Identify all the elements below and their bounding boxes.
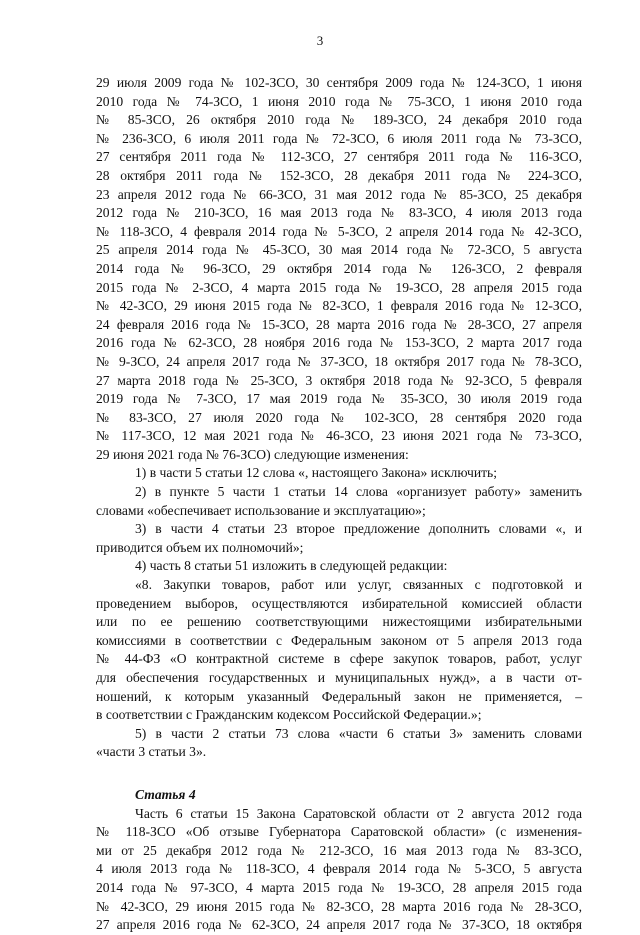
paragraph-amendments-list [96,74,582,464]
text-line: 27 сентября 2011 года № 112-ЗСО, 27 сентября 2011 года № 116-ЗСО, [96,149,582,165]
paragraph-item-5 [96,725,582,762]
text-line: № 9-ЗСО, 24 апреля 2017 года № 37-ЗСО, 18 октября 2017 года № 78-ЗСО, [96,353,582,369]
text-line: 2014 года № 97-ЗСО, 4 марта 2015 года № 19-ЗСО, 28 апреля 2015 года [96,879,582,895]
text-line: «8. Закупки товаров, работ или услуг, связанных с подготовкой и [135,577,582,593]
text-line: 3) в части 4 статьи 23 второе предложение дополнить словами «, и [135,521,582,537]
paragraph-article-4 [96,805,582,935]
text-line: словами «обеспечивает использование и эксплуатацию»; [96,502,426,518]
text-line: или по ее решению соответствующими нижестоящими избирательными [96,614,582,630]
text-line: приводится объем их полномочий»; [96,539,304,555]
text-line: 2) в пункте 5 части 1 статьи 14 слова «организует работу» заменить [135,484,582,500]
text-line: «части 3 статьи 3». [96,744,207,760]
text-line: № 236-ЗСО, 6 июля 2011 года № 72-ЗСО, 6 июля 2011 года № 73-ЗСО, [96,130,582,146]
text-line: № 83-ЗСО, 27 июля 2020 года № 102-ЗСО, 28 сентября 2020 года [96,409,582,425]
paragraph-item-1 [96,464,582,483]
text-line: 29 июня 2021 года № 76-ЗСО) следующие изменения: [96,446,409,462]
text-line: 23 апреля 2012 года № 66-ЗСО, 31 мая 2012 года № 85-ЗСО, 25 декабря [96,186,582,202]
paragraph-item-4 [96,557,582,576]
text-line: 4 июля 2013 года № 118-ЗСО, 4 февраля 2014 года № 5-ЗСО, 5 августа [96,861,582,877]
text-line: 28 октября 2011 года № 152-ЗСО, 28 декабря 2011 года № 224-ЗСО, [96,167,582,183]
text-line: ми от 25 декабря 2012 года № 212-ЗСО, 16 мая 2013 года № 83-ЗСО, [96,842,582,858]
text-line: № 117-ЗСО, 12 мая 2021 года № 46-ЗСО, 23 июня 2021 года № 73-ЗСО, [96,428,582,444]
text-line: Часть 6 статьи 15 Закона Саратовской области от 2 августа 2012 года [135,805,582,821]
text-line: проведением выборов, осуществляются избирательной комиссией области [96,595,582,611]
text-line: 2014 года № 96-ЗСО, 29 октября 2014 года № 126-ЗСО, 2 февраля [96,260,582,276]
text-line: 27 марта 2018 года № 25-ЗСО, 3 октября 2018 года № 92-ЗСО, 5 февраля [96,372,582,388]
text-line: № 118-ЗСО, 4 февраля 2014 года № 5-ЗСО, 2 апреля 2014 года № 42-ЗСО, [96,223,582,239]
paragraph-item-3 [96,520,582,557]
document-body [96,74,582,935]
text-line: в соответствии с Гражданским кодексом Российской Федерации.»; [96,707,482,723]
text-line: 24 февраля 2016 года № 15-ЗСО, 28 марта 2016 года № 28-ЗСО, 27 апреля [96,316,582,332]
article-heading: Статья 4 [135,786,196,802]
text-line: 27 апреля 2016 года № 62-ЗСО, 24 апреля 2017 года № 37-ЗСО, 18 октября [96,917,582,933]
text-line: для обеспечения государственных и муниципальных нужд», а в части от- [96,670,582,685]
text-line: 2010 года № 74-ЗСО, 1 июня 2010 года № 75-ЗСО, 1 июня 2010 года [96,93,582,109]
text-line: № 42-ЗСО, 29 июня 2015 года № 82-ЗСО, 1 февраля 2016 года № 12-ЗСО, [96,298,582,314]
text-line: 1) в части 5 статьи 12 слова «, настоящего Закона» исключить; [135,465,498,481]
text-line: № 118-ЗСО «Об отзыве Губернатора Саратовской области» (с изменения- [96,824,582,840]
text-line: № 85-ЗСО, 26 октября 2010 года № 189-ЗСО, 24 декабря 2010 года [96,112,582,128]
paragraph-item-4-quote [96,576,582,725]
text-line: комиссиями в соответствии с Федеральным законом от 5 апреля 2013 года [96,632,582,648]
text-line: № 42-ЗСО, 29 июня 2015 года № 82-ЗСО, 28 марта 2016 года № 28-ЗСО, [96,898,582,914]
text-line: 5) в части 2 статьи 73 слова «части 6 статьи 3» заменить словами [135,725,582,741]
text-line: 29 июля 2009 года № 102-ЗСО, 30 сентября 2009 года № 124-ЗСО, 1 июня [96,75,582,90]
text-line: № 44-ФЗ «О контрактной системе в сфере закупок товаров, работ, услуг [96,651,582,667]
page-number: 3 [316,33,324,48]
text-line: ношений, к которым указанный Федеральный закон не применяется, – [96,688,582,704]
paragraph-item-2 [96,483,582,520]
text-line: 4) часть 8 статьи 51 изложить в следующей редакции: [135,558,448,574]
text-line: 2012 года № 210-ЗСО, 16 мая 2013 года № 83-ЗСО, 4 июля 2013 года [96,205,582,221]
text-line: 2016 года № 62-ЗСО, 28 ноября 2016 года № 153-ЗСО, 2 марта 2017 года [96,335,582,351]
text-line: 2019 года № 7-ЗСО, 17 мая 2019 года № 35-ЗСО, 30 июля 2019 года [96,391,582,407]
text-line: 2015 года № 2-ЗСО, 4 марта 2015 года № 19-ЗСО, 28 апреля 2015 года [96,279,582,295]
text-line: 25 апреля 2014 года № 45-ЗСО, 30 мая 2014 года № 72-ЗСО, 5 августа [96,242,582,258]
